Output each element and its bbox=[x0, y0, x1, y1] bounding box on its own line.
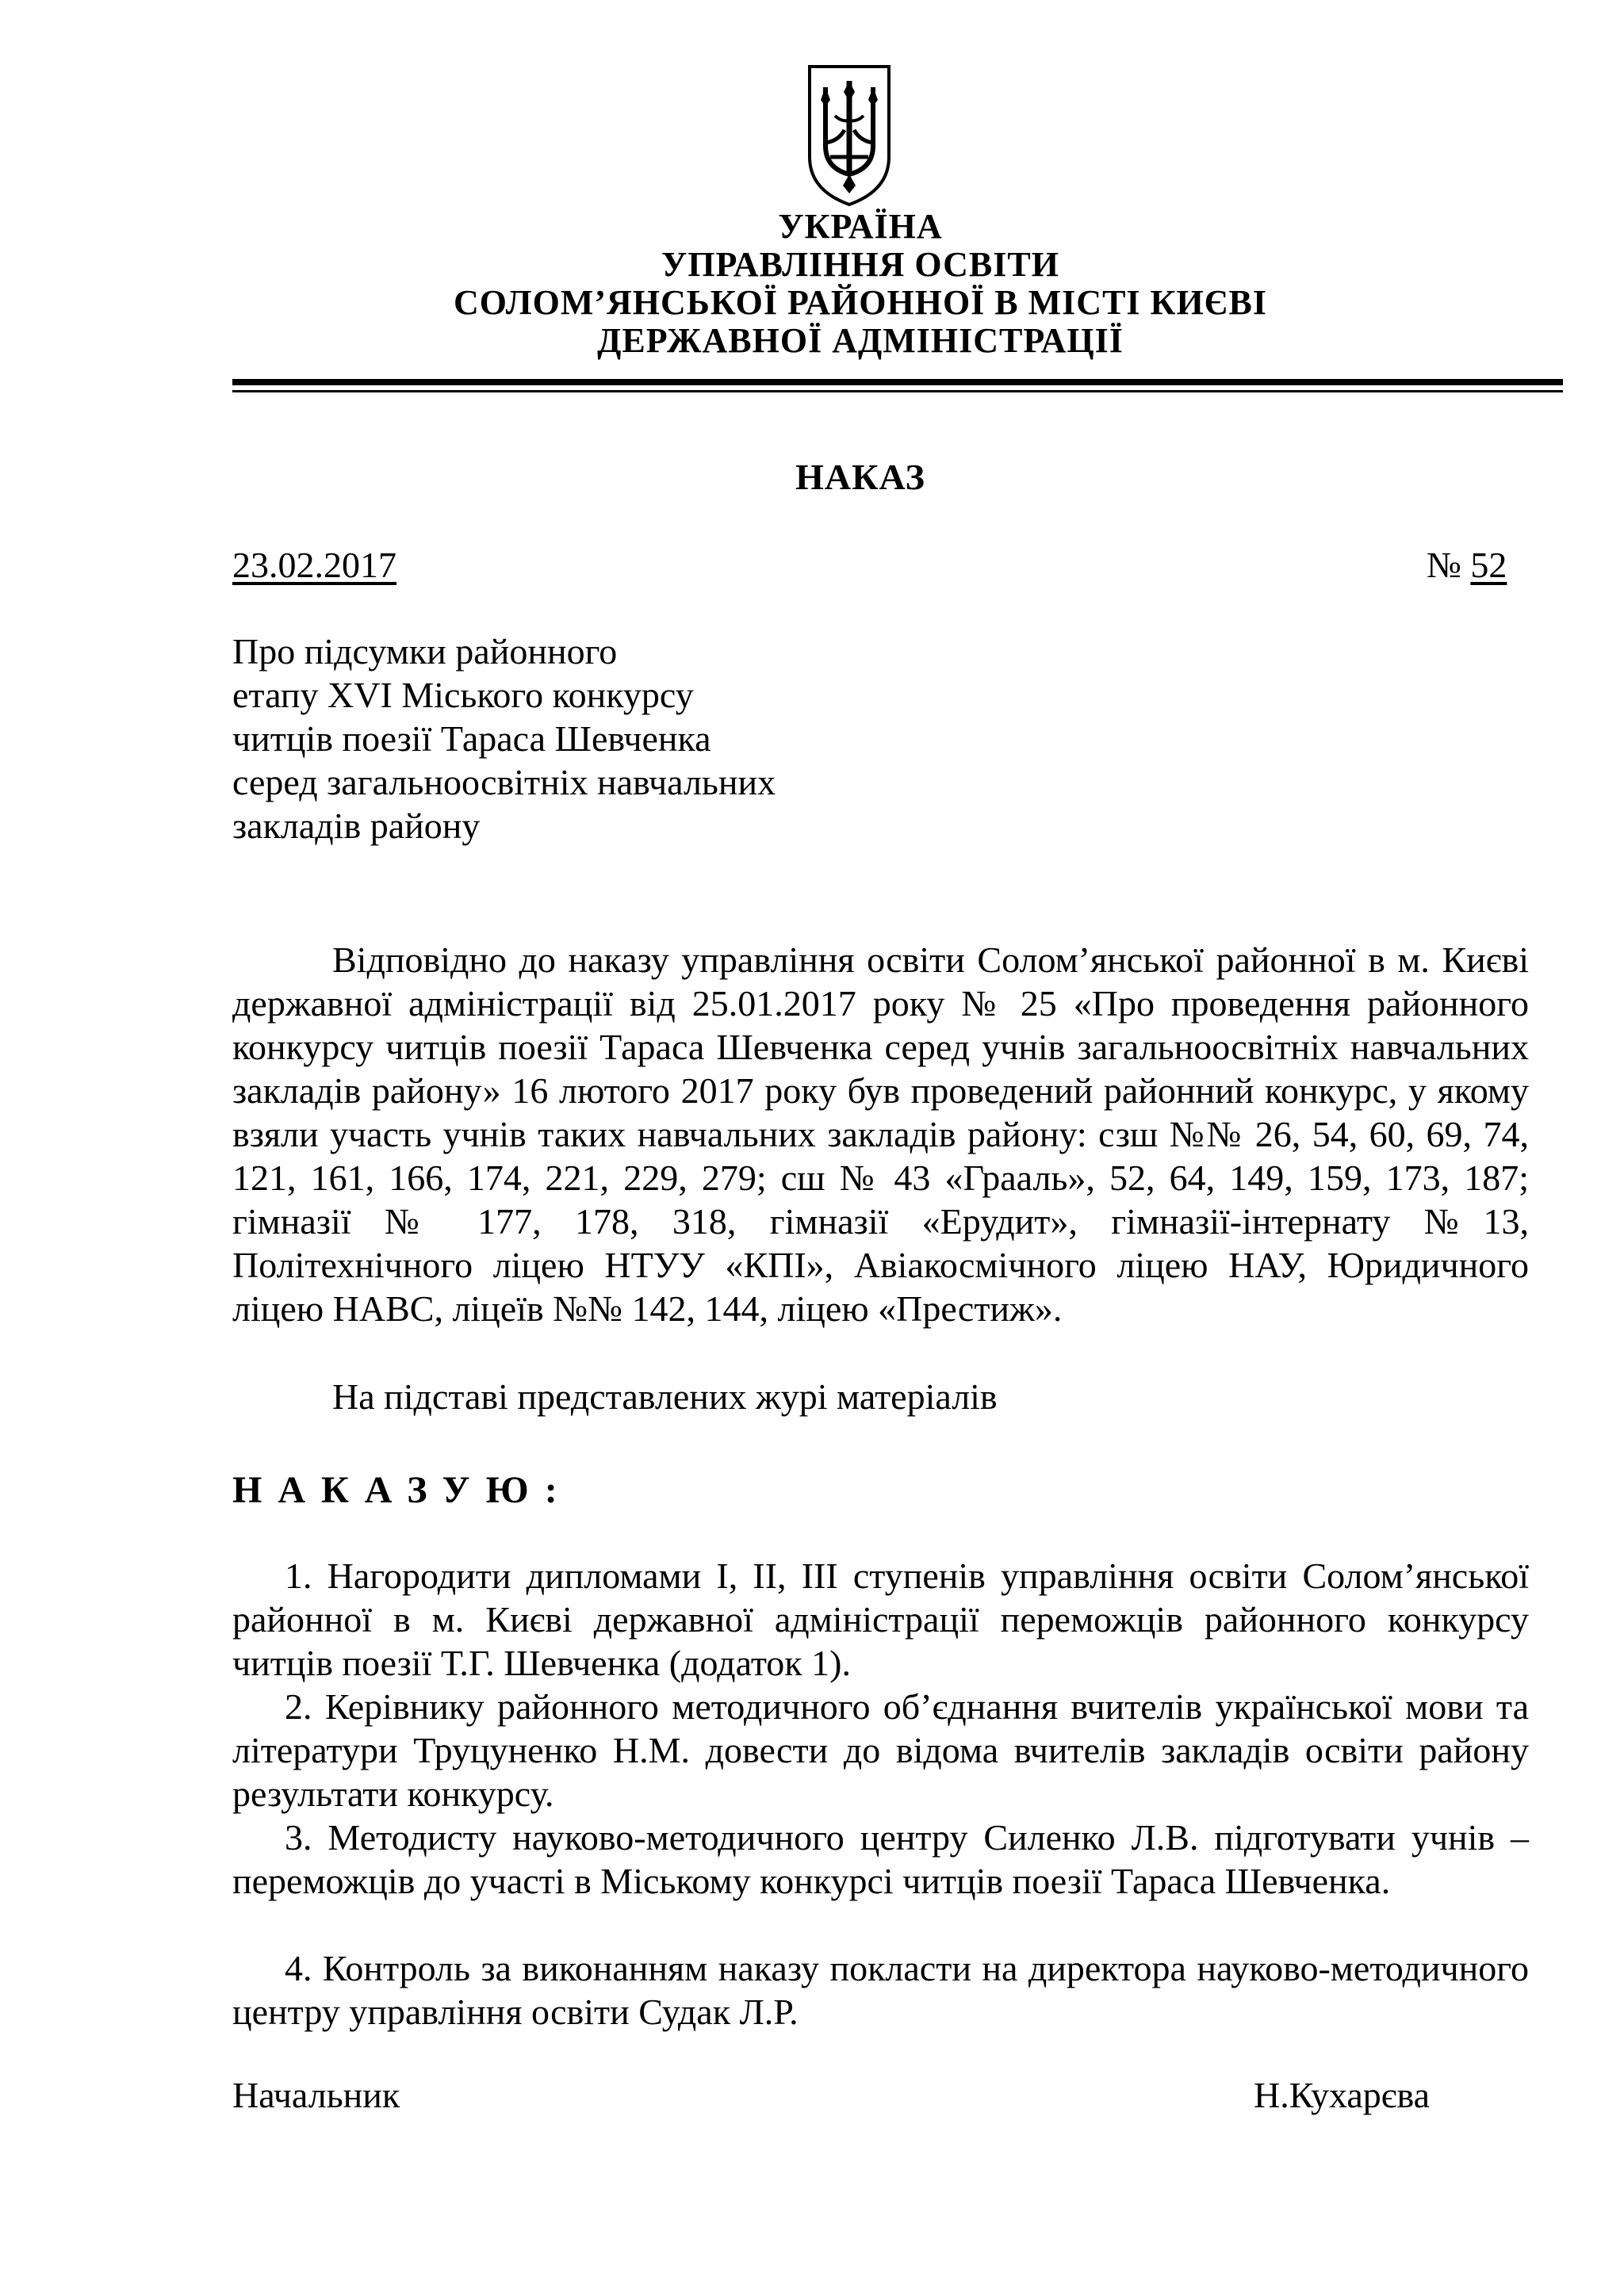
signature-position: Начальник bbox=[232, 2075, 400, 2115]
document-title: НАКАЗ bbox=[795, 457, 925, 497]
basis-paragraph: На підставі представлених журі матеріалів bbox=[332, 1376, 998, 1417]
header-rule-thin bbox=[232, 390, 1563, 392]
order-item: 3. Методисту науково-методичного центру Силенко Л.В. підготувати учнів – переможців до участі в Міському конкурсі читців поезії Тараса Шевченка. bbox=[232, 1817, 1529, 1901]
header-rule-thick bbox=[232, 379, 1563, 385]
order-item: 2. Керівнику районного методичного об’єднання вчителів української мови та літератури Труцуненко Н.М. довести до відома вчителів закладів освіти району результати конкурсу. bbox=[232, 1686, 1529, 1814]
header-org-line2: СОЛОМ’ЯНСЬКОЇ РАЙОННОЇ В МІСТІ КИЄВІ bbox=[454, 283, 1267, 322]
subject-line: Про підсумки районного bbox=[232, 631, 618, 672]
document-date: 23.02.2017 bbox=[232, 545, 396, 585]
coat-of-arms-icon bbox=[806, 63, 892, 208]
header-org-line1: УПРАВЛІННЯ ОСВІТИ bbox=[661, 245, 1059, 284]
number-prefix: № bbox=[1427, 545, 1461, 585]
header-country: УКРАЇНА bbox=[778, 207, 943, 246]
preamble-paragraph: Відповідно до наказу управління освіти Солом’янської районної в м. Києві державної адміністрації від 25.01.2017 року № 25 «Про проведення районного конкурсу читців поезії Тараса Шевченка серед учнів загальноосвітніх навчальних закладів району» 16 лютого 2017 року був проведений районний конкурс, у якому взяли участь учнів таких навчальних закладів району: сзш №№ 26, 54, 60, 69, 74, 121, 161, 166, 174, 221, 229, 279; сш № 43 «Грааль», 52, 64, 149, 159, 173, 187; гімназії № 177, 178, 318, гімназії «Ерудит», гімназії-інтернату №13, Політехнічного ліцею НТУУ «КПІ», Авіакосмічного ліцею НАУ, Юридичного ліцею НАВС, ліцеїв №№ 142, 144, ліцею «Престиж». bbox=[232, 939, 1529, 1329]
subject-line: етапу XVI Міського конкурсу bbox=[232, 675, 694, 715]
subject-line: читців поезії Тараса Шевченка bbox=[232, 718, 711, 759]
document-number bbox=[1427, 544, 1507, 586]
order-item: 1. Нагородити дипломами І, ІІ, ІІІ ступенів управління освіти Солом’янської районної в м. Києві державної адміністрації переможців районного конкурсу читців поезії Т.Г. Шевченка (додаток 1). bbox=[232, 1556, 1529, 1683]
number-value: 52 bbox=[1470, 545, 1507, 585]
subject-line: закладів району bbox=[232, 806, 481, 846]
order-item: 4. Контроль за виконанням наказу покласти на директора науково-методичного центру управління освіти Судак Л.Р. bbox=[232, 1948, 1529, 2032]
signature-name: Н.Кухарєва bbox=[1254, 2075, 1431, 2115]
subject-line: серед загальноосвітніх навчальних bbox=[232, 762, 776, 802]
document-subject bbox=[232, 629, 946, 848]
header-org-line3: ДЕРЖАВНОЇ АДМІНІСТРАЦІЇ bbox=[597, 321, 1124, 360]
order-heading: НАКАЗУЮ: bbox=[232, 1469, 573, 1511]
